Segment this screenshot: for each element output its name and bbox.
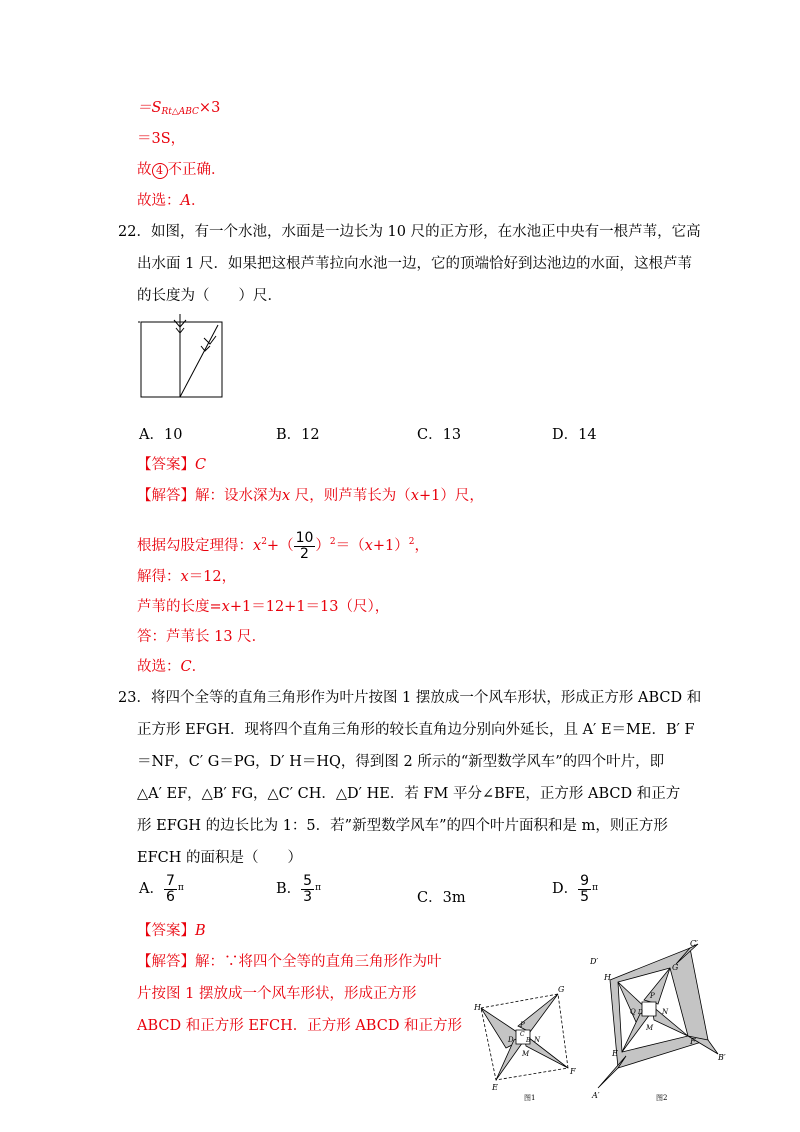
- opt-d-num: 9: [580, 872, 590, 889]
- q22-sol-1: [137, 486, 484, 506]
- q23-option-c: C．3m: [417, 890, 466, 906]
- fig2-caption: 图2: [656, 1094, 668, 1102]
- q22-sol-5: 答：芦苇长 13 尺．: [137, 629, 267, 645]
- sol6-post: ．: [191, 659, 207, 675]
- fig2-label-f: F: [690, 1037, 696, 1046]
- sol4-pre: 芦苇的长度=: [137, 599, 222, 615]
- opt-b-den: 3: [303, 888, 313, 905]
- fraction-10-2: [294, 531, 316, 562]
- q22-line-3: 的长度为（ ）尺．: [137, 288, 282, 304]
- sol2-sup-a: 2: [261, 537, 267, 547]
- fig1-caption: 图1: [524, 1094, 536, 1102]
- q22-answer: [137, 455, 206, 475]
- q22-sol-4: [137, 597, 389, 617]
- sol6-pre: 故选：: [137, 659, 181, 675]
- circled-number: 4: [152, 163, 168, 179]
- prev-line-1: [137, 98, 220, 122]
- frac-den: 2: [300, 545, 309, 562]
- fig1-label-e: E: [492, 1083, 498, 1092]
- fig1-label-p: P: [520, 1021, 525, 1029]
- sol2-pre: 根据勾股定理得：: [137, 538, 253, 554]
- prev-l1-post: ×3: [198, 100, 221, 116]
- sol2-x: x: [253, 538, 262, 554]
- pool-reed-figure: [138, 314, 228, 400]
- prev-l4-pre: 故选：: [137, 193, 181, 209]
- q23-option-b: [276, 868, 321, 909]
- sol1-x2: x: [410, 488, 419, 504]
- fig2-tip-a: [598, 1056, 626, 1088]
- opt-d-label: D．: [552, 881, 579, 897]
- q23-line-2: 正方形 EFGH．现将四个直角三角形的较长直角边分别向外延长，且 A′ E＝ME．B′ F: [137, 722, 695, 738]
- q22-line-2: 出水面 1 尺．如果把这根芦苇拉向水池一边，它的顶端恰好到达池边的水面，这根芦苇: [137, 256, 692, 272]
- sol2-mid: ）: [315, 538, 330, 554]
- answer-tag: 【答案】: [137, 923, 195, 939]
- fig2-label-b-prime: B′: [718, 1053, 726, 1062]
- fig2-label-n: N: [662, 1008, 669, 1016]
- fig1-label-f: F: [570, 1067, 576, 1076]
- sol1-b: 尺，则芦苇长为（: [290, 488, 411, 504]
- fig1-label-c: C: [520, 1031, 525, 1038]
- q22-option-b: B．12: [276, 427, 320, 443]
- fig1-label-g: G: [558, 985, 565, 994]
- q23-answer: [137, 921, 206, 941]
- opt-a-fraction: [164, 874, 177, 905]
- fig2-label-g: G: [672, 963, 679, 972]
- fig2-label-a-prime: A′: [592, 1091, 600, 1100]
- sol2-comma: ，: [414, 538, 429, 554]
- q22-line-1: 22．如图，有一个水池，水面是一边长为 10 尺的正方形，在水池正中央有一根芦苇，它高: [118, 224, 701, 240]
- fig2-square-abcd: [642, 1002, 656, 1016]
- fig2-label-e: E: [612, 1049, 618, 1058]
- fig2-label-q: Q: [630, 1008, 636, 1016]
- fig1-label-m: M: [522, 1050, 530, 1058]
- sol2-x2: x: [364, 538, 373, 554]
- sol2-sup-c: 2: [408, 537, 415, 547]
- pool-outline: [141, 322, 222, 397]
- answer-tag: 【答案】: [137, 457, 195, 473]
- fig1-label-b: B: [526, 1037, 531, 1044]
- sol2-sup-b: 2: [329, 537, 336, 547]
- opt-d-den: 5: [580, 888, 590, 905]
- prev-l3-post: 不正确．: [167, 162, 226, 178]
- fig1-label-n: N: [534, 1036, 541, 1044]
- opt-d-fraction: [578, 874, 591, 905]
- prev-l4-post: ．: [190, 193, 206, 209]
- pi-symbol: π: [177, 883, 184, 893]
- q23-line-6: EFCH 的面积是（ ）: [137, 850, 302, 866]
- prev-line-4: [137, 191, 205, 211]
- fig2-label-c-prime: C′: [690, 940, 698, 948]
- fig2-label-p: P: [650, 992, 655, 1000]
- fig1-label-d: D: [508, 1036, 514, 1044]
- sol6-ans: C: [180, 659, 192, 675]
- q22-sol-3: [137, 567, 236, 587]
- q23-line-4: △A′ EF，△B′ FG，△C′ CH．△D′ HE．若 FM 平分∠BFE，正方形 ABCD 和正方: [137, 786, 681, 802]
- windmill-figure-1: [466, 980, 586, 1110]
- q23-line-1: 23．将四个全等的直角三角形作为叶片按图 1 摆放成一个风车形状，形成正方形 ABCD 和: [118, 690, 702, 706]
- q22-option-c: C．13: [417, 427, 462, 443]
- prev-l4-ans: A: [180, 193, 191, 209]
- fig2-label-d: D: [638, 1009, 643, 1016]
- opt-b-label: B．: [276, 881, 302, 897]
- q23-sol-3: ABCD 和正方形 EFCH．正方形 ABCD 和正方形: [137, 1018, 463, 1034]
- windmill-figure-2: [590, 940, 735, 1110]
- sol3-pre: 解得：: [137, 569, 181, 585]
- pi-symbol: π: [592, 883, 598, 893]
- pi-symbol: π: [315, 883, 321, 893]
- sol2-eq: ＝（: [335, 538, 365, 554]
- sol1-a: 解：设水深为: [195, 488, 282, 504]
- sol1-c: +1）尺，: [418, 488, 484, 504]
- fig2-label-h: H: [604, 973, 611, 982]
- q22-option-d: D．14: [552, 427, 597, 443]
- fig2-label-m: M: [646, 1024, 654, 1032]
- q22-option-a: A．10: [139, 427, 183, 443]
- sol3-end: ＝12，: [188, 569, 237, 585]
- opt-a-label: A．: [139, 881, 164, 897]
- q23-line-5: 形 EFGH 的边长比为 1：5．若”新型数学风车”的四个叶片面积和是 m，则正方形: [137, 818, 668, 834]
- q23-sol-1: 【解答】解：∵将四个全等的直角三角形作为叶: [137, 954, 442, 970]
- blade-3: [524, 1034, 568, 1068]
- opt-b-fraction: [301, 874, 314, 905]
- prev-l3-pre: 故: [137, 162, 152, 178]
- prev-l1-pre: ＝S: [137, 100, 162, 116]
- sol4-x: x: [221, 599, 230, 615]
- q22-sol-6: [137, 657, 206, 677]
- solution-tag: 【解答】: [137, 488, 195, 504]
- answer-value: B: [195, 923, 206, 939]
- sol1-x: x: [282, 488, 291, 504]
- opt-b-num: 5: [303, 872, 313, 889]
- sol4-end: +1＝12+1＝13（尺），: [229, 599, 390, 615]
- sol3-x: x: [180, 569, 189, 585]
- opt-a-num: 7: [165, 872, 175, 889]
- fig2-label-d-prime: D′: [590, 957, 599, 966]
- q23-option-d: [552, 868, 598, 909]
- answer-value: C: [195, 457, 207, 473]
- q23-line-3: ＝NF，C′ G＝PG，D′ H＝HQ，得到图 2 所示的“新型数学风车”的四个叶片，即: [137, 754, 665, 770]
- sol2-plus: +（: [266, 538, 294, 554]
- reed-tilted: [180, 325, 218, 397]
- frac-num: 10: [295, 529, 314, 546]
- q23-option-a: [139, 868, 184, 909]
- sol2-end: +1）: [372, 538, 409, 554]
- q23-sol-2: 片按图 1 摆放成一个风车形状，形成正方形: [137, 986, 417, 1002]
- prev-line-3: [137, 160, 226, 180]
- prev-line-2: ＝3S，: [137, 131, 186, 147]
- opt-a-den: 6: [165, 888, 175, 905]
- q22-sol-2: [137, 522, 429, 566]
- fig1-label-h: H: [474, 1003, 481, 1012]
- prev-l1-sub: Rt△ABC: [161, 107, 199, 117]
